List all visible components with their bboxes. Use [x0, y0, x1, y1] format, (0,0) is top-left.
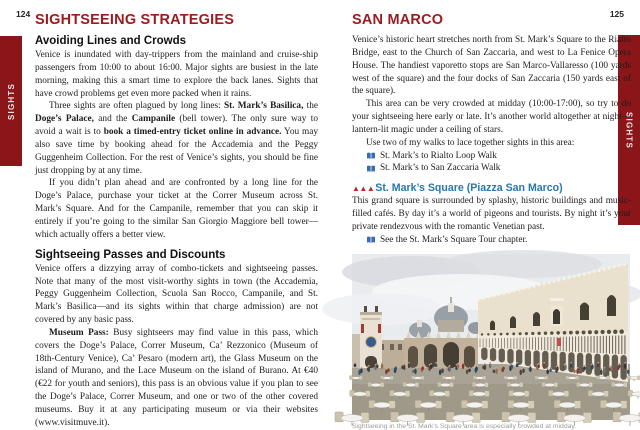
paragraph: This grand square is surrounded by splashy, historic buildings and music-filled cafés. By day it’s a world of pigeons and tourists. By night it’s your private rendezvous with the romantic Venetian past.: [352, 196, 631, 232]
page-number-left: 124: [16, 9, 31, 19]
photo-st-marks-square: [352, 254, 630, 420]
paragraph: Venice is inundated with day-trippers from the mainland and cruise-ship passengers from 10:00 to about 16:00. Major sights are busiest in the late morning, making this a smart time to explore the back lanes. Sights that have crowd problems get even more packed when it rains.: [35, 50, 318, 99]
photo-caption: Sightseeing in the St. Mark’s Square area is especially crowded at midday.: [352, 422, 577, 430]
section-heading: Sightseeing Passes and Discounts: [35, 248, 226, 261]
paragraph: Three sights are often plagued by long lines: St. Mark’s Basilica, the Doge’s Palace, and the Campanile (bell tower). The only sure way to avoid a wait is to book a timed-entry ticket online in advance. You may also save time by booking ahead for the Accademia and the Peggy Guggenheim Collection. For the rest of Venice’s sights, you should be fine just dropping by at any time.: [35, 101, 319, 176]
page-number-right: 125: [609, 9, 624, 19]
walks-intro: Use two of my walks to lace together sights in this area:: [366, 137, 575, 148]
walk-link-san-zaccaria: [366, 162, 631, 175]
open-book-icon: [366, 152, 376, 160]
sight-listing-heading: [352, 182, 631, 194]
open-book-icon: [366, 165, 376, 173]
left-page-column: [35, 12, 318, 430]
right-page-column: [352, 12, 631, 430]
page-title: SAN MARCO: [352, 12, 444, 28]
paragraph: This area can be very crowded at midday (10:00-17:00), so try to do your sightseeing here early or late. It’s another world altogether at night—lantern-lit magic under a ceiling of stars.: [352, 99, 631, 135]
cross-reference-line: [366, 234, 631, 247]
triangle-rating-icon: ▲▲▲: [352, 184, 375, 194]
chapter-tab-sights-left: [0, 36, 22, 166]
open-book-icon: [366, 236, 376, 244]
tab-label: SIGHTS: [6, 82, 16, 120]
walk-link-label: St. Mark’s to Rialto Loop Walk: [380, 150, 497, 161]
sight-title: St. Mark’s Square (Piazza San Marco): [375, 182, 563, 195]
walk-link-rialto-loop: [366, 150, 631, 163]
page-title: SIGHTSEEING STRATEGIES: [35, 12, 235, 28]
section-heading: Avoiding Lines and Crowds: [35, 35, 186, 47]
walk-link-label: St. Mark’s to San Zaccaria Walk: [380, 163, 501, 174]
paragraph: If you didn’t plan ahead and are confronted by a long line for the Doge’s Palace, purchase your ticket at the Correr Museum across St. Mark’s Square. And for the Campanile, remember that you can skip it entirely if you’re going to the similar San Giorgio Maggiore bell tower—which actually offers a better view.: [35, 178, 318, 240]
paragraph: Venice offers a dizzying array of combo-tickets and sightseeing passes. Note that many of the most visit-worthy sights in town (the Accademia, Peggy Guggenheim Collection, Scuola San Rocco, Campanile, and St. Mark’s Basilica—and its sights within that charge admission) are not covered by any basic pass.: [35, 263, 318, 326]
paragraph: Museum Pass: Busy sightseers may find value in this pass, which covers the Doge’s Palace, Correr Museum, Ca’ Rezzonico (Museum of 18th-Century Venice), Ca’ Pesaro (modern art), the Glass Museum on the island of Murano, and the Lace Museum on the island of Burano. At €40 (€22 for youth and seniors), this pass is an obvious value if you plan to see the Doge’s Palace, Correr Museum, and one or two of the other covered museums. Buy it at any participating museum or via their websites (www.visitmuve.it).: [35, 327, 318, 428]
tab-label: SIGHTS: [624, 111, 634, 149]
paragraph: Venice’s historic heart stretches north from St. Mark’s Square to the Rialto Bridge, east to the Church of San Zaccaria, and west to La Fenice Opera House. The handiest vaporetto stops are San Marco-Vallaresso (100 yards west of the square) and the four docks of San Zaccaria (150 yards east of the square).: [352, 35, 631, 97]
cross-reference-label: See the St. Mark’s Square Tour chapter.: [380, 234, 528, 245]
